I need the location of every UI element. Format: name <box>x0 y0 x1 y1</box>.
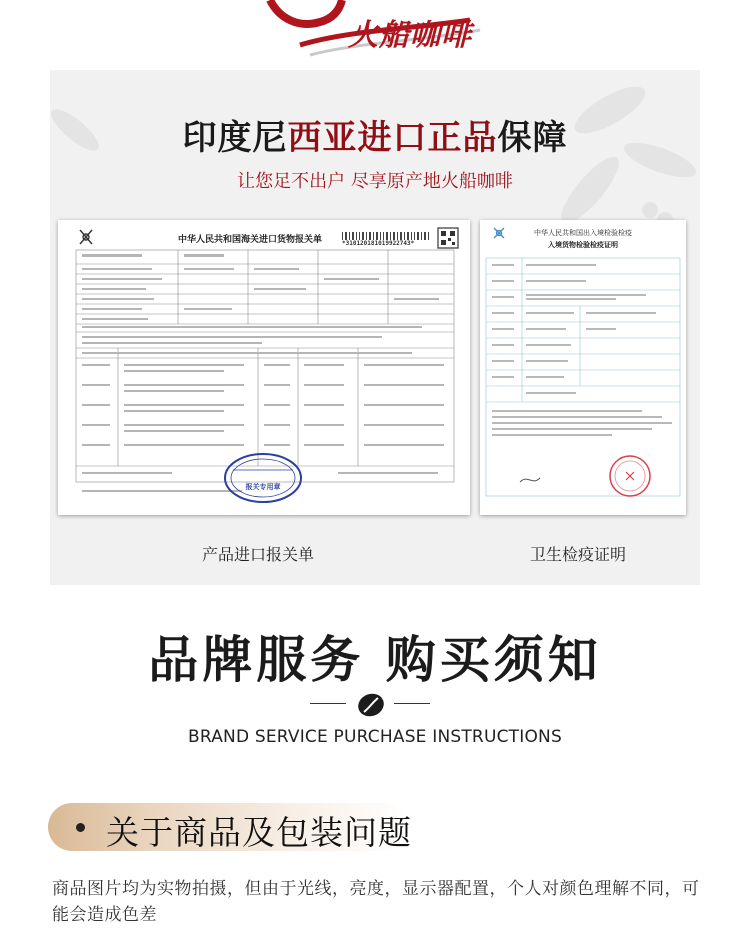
service-title: 品牌服务 购买须知 <box>148 631 602 689</box>
certificate-form-grid <box>480 220 686 515</box>
customs-form-grid <box>58 220 470 515</box>
certificate-header-line1: 中华人民共和国出入境检验检疫 <box>534 229 632 237</box>
inspection-seal-icon <box>610 456 650 496</box>
product-packaging-text: 商品图片均为实物拍摄，但由于光线，亮度，显示器配置，个人对颜色理解不同，可能会造成色差 <box>52 879 700 925</box>
import-subtitle: 让您足不出户 尽享原产地火船咖啡 <box>237 171 513 192</box>
customs-stamp-text: 报关专用章 <box>245 483 281 491</box>
import-guarantee-panel <box>50 70 700 585</box>
coffee-bean-icon <box>356 692 386 718</box>
brand-logo <box>0 0 750 70</box>
logo-text: 火船咖啡 <box>348 18 472 53</box>
bullet-dot-icon <box>76 823 85 832</box>
product-packaging-title: 关于商品及包装问题 <box>106 813 412 852</box>
import-title: 印度尼西亚进口正品保障 <box>182 118 568 158</box>
quarantine-certificate-image <box>480 220 686 515</box>
divider-left <box>310 703 346 704</box>
customs-declaration-image <box>58 220 470 515</box>
customs-caption: 产品进口报关单 <box>202 545 315 564</box>
product-packaging-heading <box>48 803 412 852</box>
quarantine-caption: 卫生检疫证明 <box>530 545 627 564</box>
divider-right <box>394 703 430 704</box>
customs-stamp-icon <box>225 454 301 502</box>
certificate-header-line2: 入境货物检验检疫证明 <box>548 241 618 249</box>
customs-barcode-text: *310120181019922743* <box>342 240 415 247</box>
customs-doc-header: 中华人民共和国海关进口货物报关单 <box>178 235 323 245</box>
service-subtitle: BRAND SERVICE PURCHASE INSTRUCTIONS <box>188 727 562 747</box>
